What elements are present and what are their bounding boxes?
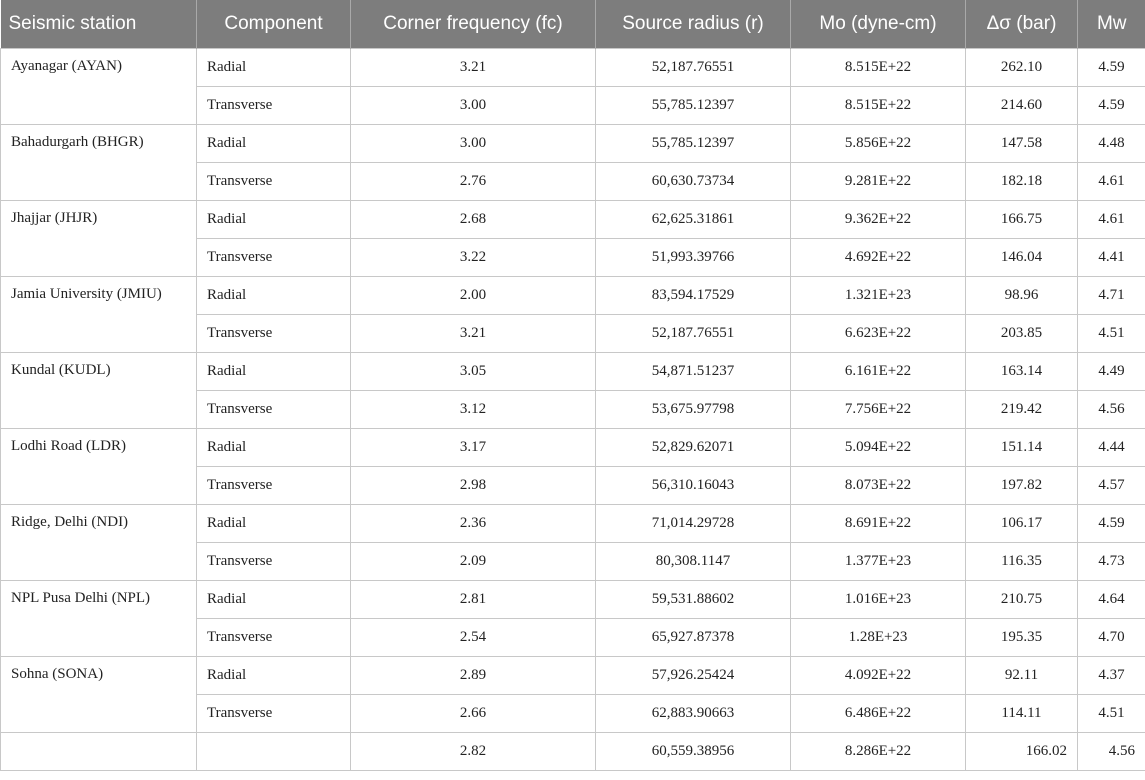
- corner-frequency-cell: 2.76: [351, 163, 596, 201]
- source-radius-cell: 80,308.1147: [596, 543, 791, 581]
- moment-magnitude-cell: 4.51: [1078, 695, 1145, 733]
- stress-drop-cell: 166.75: [966, 201, 1078, 239]
- source-radius-cell: 54,871.51237: [596, 353, 791, 391]
- corner-frequency-cell: 2.09: [351, 543, 596, 581]
- source-radius-cell: 52,187.76551: [596, 315, 791, 353]
- corner-frequency-cell: 2.89: [351, 657, 596, 695]
- header-corner-frequency: Corner frequency (fc): [351, 0, 596, 49]
- stress-drop-cell: 203.85: [966, 315, 1078, 353]
- station-name-cell: Jhajjar (JHJR): [1, 201, 197, 277]
- station-name-cell: NPL Pusa Delhi (NPL): [1, 581, 197, 657]
- source-radius-cell: 57,926.25424: [596, 657, 791, 695]
- component-cell: Transverse: [197, 695, 351, 733]
- table-header: [1, 0, 1145, 49]
- corner-frequency-cell: 3.21: [351, 49, 596, 87]
- moment-magnitude-cell: 4.57: [1078, 467, 1145, 505]
- corner-frequency-cell: 3.22: [351, 239, 596, 277]
- header-moment-magnitude: Mw: [1078, 0, 1145, 49]
- stress-drop-cell: 214.60: [966, 87, 1078, 125]
- corner-frequency-cell: 2.54: [351, 619, 596, 657]
- source-radius-cell: 56,310.16043: [596, 467, 791, 505]
- seismic-moment-cell: 4.092E+22: [791, 657, 966, 695]
- seismic-moment-cell: 8.515E+22: [791, 49, 966, 87]
- stress-drop-cell: 114.11: [966, 695, 1078, 733]
- source-radius-cell: 53,675.97798: [596, 391, 791, 429]
- component-cell: Transverse: [197, 315, 351, 353]
- table-row: [1, 657, 1145, 695]
- stress-drop-cell: 210.75: [966, 581, 1078, 619]
- source-radius-cell: 52,829.62071: [596, 429, 791, 467]
- header-row: [1, 0, 1145, 49]
- corner-frequency-cell: 2.66: [351, 695, 596, 733]
- table-row: [1, 277, 1145, 315]
- summary-component-cell: [197, 733, 351, 771]
- seismic-moment-cell: 4.692E+22: [791, 239, 966, 277]
- component-cell: Radial: [197, 657, 351, 695]
- seismic-moment-cell: 1.377E+23: [791, 543, 966, 581]
- stress-drop-cell: 98.96: [966, 277, 1078, 315]
- corner-frequency-cell: 2.68: [351, 201, 596, 239]
- summary-source-radius-cell: 60,559.38956: [596, 733, 791, 771]
- component-cell: Transverse: [197, 87, 351, 125]
- component-cell: Radial: [197, 201, 351, 239]
- moment-magnitude-cell: 4.71: [1078, 277, 1145, 315]
- table-row: [1, 201, 1145, 239]
- source-radius-cell: 59,531.88602: [596, 581, 791, 619]
- seismic-moment-cell: 6.486E+22: [791, 695, 966, 733]
- source-radius-cell: 52,187.76551: [596, 49, 791, 87]
- stress-drop-cell: 146.04: [966, 239, 1078, 277]
- moment-magnitude-cell: 4.73: [1078, 543, 1145, 581]
- seismic-moment-cell: 1.28E+23: [791, 619, 966, 657]
- seismic-moment-cell: 9.281E+22: [791, 163, 966, 201]
- source-radius-cell: 65,927.87378: [596, 619, 791, 657]
- moment-magnitude-cell: 4.59: [1078, 87, 1145, 125]
- summary-row: [1, 733, 1145, 771]
- stress-drop-cell: 197.82: [966, 467, 1078, 505]
- moment-magnitude-cell: 4.70: [1078, 619, 1145, 657]
- moment-magnitude-cell: 4.61: [1078, 201, 1145, 239]
- stress-drop-cell: 195.35: [966, 619, 1078, 657]
- table-body: [1, 49, 1145, 771]
- stress-drop-cell: 262.10: [966, 49, 1078, 87]
- stress-drop-cell: 147.58: [966, 125, 1078, 163]
- component-cell: Radial: [197, 125, 351, 163]
- source-radius-cell: 51,993.39766: [596, 239, 791, 277]
- station-name-cell: Lodhi Road (LDR): [1, 429, 197, 505]
- seismic-moment-cell: 1.321E+23: [791, 277, 966, 315]
- header-seismic-station: Seismic station: [1, 0, 197, 49]
- component-cell: Transverse: [197, 543, 351, 581]
- moment-magnitude-cell: 4.51: [1078, 315, 1145, 353]
- header-source-radius: Source radius (r): [596, 0, 791, 49]
- component-cell: Radial: [197, 581, 351, 619]
- summary-corner-frequency-cell: 2.82: [351, 733, 596, 771]
- source-radius-cell: 55,785.12397: [596, 125, 791, 163]
- stress-drop-cell: 182.18: [966, 163, 1078, 201]
- seismic-moment-cell: 7.756E+22: [791, 391, 966, 429]
- seismic-moment-cell: 1.016E+23: [791, 581, 966, 619]
- corner-frequency-cell: 2.00: [351, 277, 596, 315]
- corner-frequency-cell: 3.05: [351, 353, 596, 391]
- component-cell: Radial: [197, 49, 351, 87]
- moment-magnitude-cell: 4.59: [1078, 49, 1145, 87]
- seismic-moment-cell: 8.073E+22: [791, 467, 966, 505]
- seismic-moment-cell: 5.094E+22: [791, 429, 966, 467]
- table-row: [1, 125, 1145, 163]
- seismic-moment-cell: 8.691E+22: [791, 505, 966, 543]
- moment-magnitude-cell: 4.49: [1078, 353, 1145, 391]
- source-radius-cell: 55,785.12397: [596, 87, 791, 125]
- table-row: [1, 353, 1145, 391]
- component-cell: Transverse: [197, 239, 351, 277]
- corner-frequency-cell: 3.00: [351, 125, 596, 163]
- summary-moment-magnitude-cell: 4.56: [1078, 733, 1145, 771]
- header-stress-drop: Δσ (bar): [966, 0, 1078, 49]
- seismic-moment-cell: 9.362E+22: [791, 201, 966, 239]
- moment-magnitude-cell: 4.44: [1078, 429, 1145, 467]
- component-cell: Transverse: [197, 391, 351, 429]
- station-name-cell: Ayanagar (AYAN): [1, 49, 197, 125]
- corner-frequency-cell: 2.98: [351, 467, 596, 505]
- stress-drop-cell: 116.35: [966, 543, 1078, 581]
- moment-magnitude-cell: 4.48: [1078, 125, 1145, 163]
- stress-drop-cell: 219.42: [966, 391, 1078, 429]
- moment-magnitude-cell: 4.61: [1078, 163, 1145, 201]
- station-name-cell: Jamia University (JMIU): [1, 277, 197, 353]
- corner-frequency-cell: 2.36: [351, 505, 596, 543]
- table-row: [1, 49, 1145, 87]
- component-cell: Radial: [197, 505, 351, 543]
- stress-drop-cell: 92.11: [966, 657, 1078, 695]
- summary-seismic-moment-cell: 8.286E+22: [791, 733, 966, 771]
- moment-magnitude-cell: 4.41: [1078, 239, 1145, 277]
- component-cell: Transverse: [197, 619, 351, 657]
- stress-drop-cell: 106.17: [966, 505, 1078, 543]
- seismic-moment-cell: 5.856E+22: [791, 125, 966, 163]
- table-row: [1, 581, 1145, 619]
- table-row: [1, 429, 1145, 467]
- moment-magnitude-cell: 4.59: [1078, 505, 1145, 543]
- summary-station-cell: [1, 733, 197, 771]
- corner-frequency-cell: 2.81: [351, 581, 596, 619]
- seismic-moment-cell: 6.161E+22: [791, 353, 966, 391]
- stress-drop-cell: 151.14: [966, 429, 1078, 467]
- component-cell: Radial: [197, 429, 351, 467]
- moment-magnitude-cell: 4.64: [1078, 581, 1145, 619]
- stress-drop-cell: 163.14: [966, 353, 1078, 391]
- corner-frequency-cell: 3.17: [351, 429, 596, 467]
- source-radius-cell: 62,625.31861: [596, 201, 791, 239]
- component-cell: Transverse: [197, 163, 351, 201]
- source-radius-cell: 71,014.29728: [596, 505, 791, 543]
- source-radius-cell: 62,883.90663: [596, 695, 791, 733]
- header-seismic-moment: Mo (dyne-cm): [791, 0, 966, 49]
- seismic-moment-cell: 6.623E+22: [791, 315, 966, 353]
- component-cell: Radial: [197, 353, 351, 391]
- station-name-cell: Kundal (KUDL): [1, 353, 197, 429]
- summary-stress-drop-cell: 166.02: [966, 733, 1078, 771]
- moment-magnitude-cell: 4.56: [1078, 391, 1145, 429]
- station-name-cell: Sohna (SONA): [1, 657, 197, 733]
- component-cell: Transverse: [197, 467, 351, 505]
- corner-frequency-cell: 3.00: [351, 87, 596, 125]
- component-cell: Radial: [197, 277, 351, 315]
- source-radius-cell: 60,630.73734: [596, 163, 791, 201]
- station-name-cell: Ridge, Delhi (NDI): [1, 505, 197, 581]
- source-radius-cell: 83,594.17529: [596, 277, 791, 315]
- station-name-cell: Bahadurgarh (BHGR): [1, 125, 197, 201]
- table-row: [1, 505, 1145, 543]
- corner-frequency-cell: 3.12: [351, 391, 596, 429]
- seismic-moment-cell: 8.515E+22: [791, 87, 966, 125]
- corner-frequency-cell: 3.21: [351, 315, 596, 353]
- header-component: Component: [197, 0, 351, 49]
- moment-magnitude-cell: 4.37: [1078, 657, 1145, 695]
